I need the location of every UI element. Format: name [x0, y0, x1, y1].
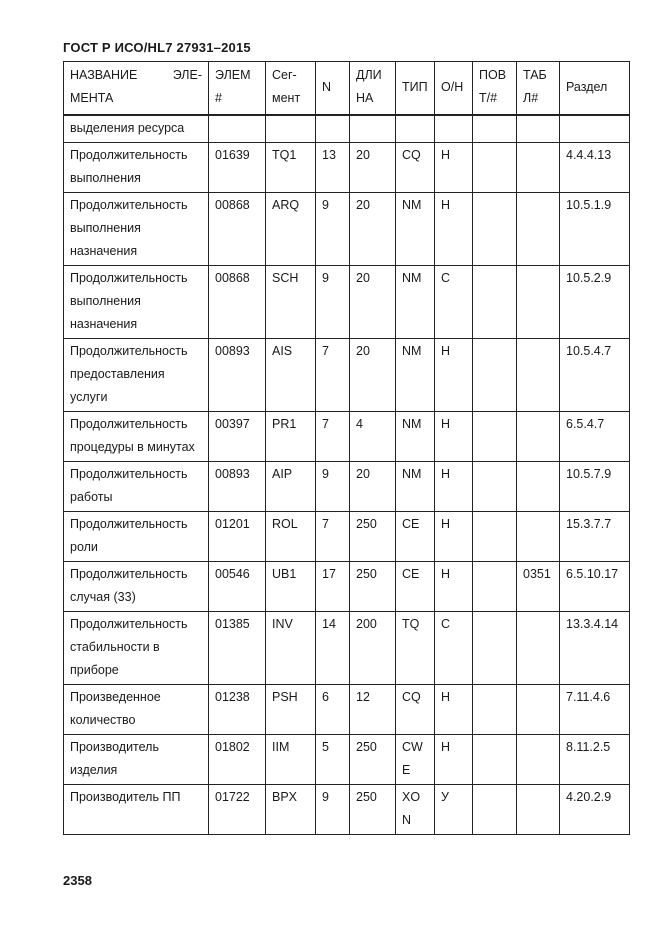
cell-optionality: Н	[435, 412, 473, 462]
cell-section: 7.11.4.6	[560, 685, 630, 735]
cell-segment: IIM	[266, 735, 316, 785]
cell-sequence: 7	[316, 512, 350, 562]
cell-element-name: Производитель ПП	[64, 785, 209, 835]
cell-segment: UB1	[266, 562, 316, 612]
cell-table-number	[517, 735, 560, 785]
cell-repeat	[473, 685, 517, 735]
cell-section: 10.5.7.9	[560, 462, 630, 512]
cell-length: 250	[350, 512, 396, 562]
col-header-segment-line2: мент	[272, 91, 301, 105]
cell-length: 20	[350, 143, 396, 193]
cell-optionality: У	[435, 785, 473, 835]
cell-optionality: Н	[435, 339, 473, 412]
cell-element-name: выделения ресурса	[64, 115, 209, 143]
cell-table-number	[517, 339, 560, 412]
cell-repeat	[473, 735, 517, 785]
table-row	[64, 339, 630, 412]
cell-element-name: Продолжительность роли	[64, 512, 209, 562]
cell-data-type: NM	[396, 193, 435, 266]
col-header-repeat-line1: ПОВ	[479, 68, 507, 82]
cell-element-number: 01238	[209, 685, 266, 735]
cell-repeat	[473, 612, 517, 685]
cell-data-type: NM	[396, 266, 435, 339]
cell-section: 10.5.2.9	[560, 266, 630, 339]
cell-data-type: CE	[396, 512, 435, 562]
cell-table-number	[517, 612, 560, 685]
cell-sequence: 5	[316, 735, 350, 785]
table-row	[64, 193, 630, 266]
col-header-section: Раздел	[560, 62, 630, 116]
cell-element-name: Продолжительность стабильности в приборе	[64, 612, 209, 685]
document-header: ГОСТ Р ИСО/HL7 27931–2015	[63, 40, 251, 55]
col-header-name-line3: МЕНТА	[70, 91, 114, 105]
cell-sequence: 14	[316, 612, 350, 685]
table-row	[64, 685, 630, 735]
cell-table-number	[517, 193, 560, 266]
table-body	[64, 115, 630, 835]
cell-table-number	[517, 685, 560, 735]
cell-element-name: Продолжительность выполнения	[64, 143, 209, 193]
col-header-segment	[266, 62, 316, 116]
cell-data-type: XON	[396, 785, 435, 835]
cell-element-number: 00868	[209, 193, 266, 266]
cell-length: 4	[350, 412, 396, 462]
cell-sequence: 6	[316, 685, 350, 735]
cell-element-name: Производитель изделия	[64, 735, 209, 785]
cell-optionality: С	[435, 612, 473, 685]
cell-length	[350, 115, 396, 143]
cell-repeat	[473, 266, 517, 339]
col-header-table	[517, 62, 560, 116]
col-header-repeat	[473, 62, 517, 116]
cell-section: 15.3.7.7	[560, 512, 630, 562]
table-header-row	[64, 62, 630, 116]
cell-optionality: Н	[435, 685, 473, 735]
cell-length: 20	[350, 339, 396, 412]
cell-segment: AIP	[266, 462, 316, 512]
cell-data-type: CQ	[396, 143, 435, 193]
cell-element-number: 01802	[209, 735, 266, 785]
col-header-length-line2: НА	[356, 91, 374, 105]
cell-element-number: 01639	[209, 143, 266, 193]
table-row	[64, 512, 630, 562]
cell-sequence: 7	[316, 412, 350, 462]
cell-sequence: 9	[316, 785, 350, 835]
cell-table-number	[517, 115, 560, 143]
cell-repeat	[473, 143, 517, 193]
cell-table-number	[517, 143, 560, 193]
cell-length: 250	[350, 735, 396, 785]
cell-data-type: CE	[396, 562, 435, 612]
col-header-elem-line1: ЭЛЕМ	[215, 68, 251, 82]
col-header-table-line2: Л#	[523, 91, 539, 105]
cell-repeat	[473, 785, 517, 835]
col-header-name	[64, 62, 209, 116]
cell-table-number	[517, 512, 560, 562]
cell-element-number	[209, 115, 266, 143]
col-header-opt: О/Н	[435, 62, 473, 116]
cell-optionality: Н	[435, 193, 473, 266]
cell-data-type: CQ	[396, 685, 435, 735]
cell-length: 20	[350, 266, 396, 339]
col-header-name-line2: ЭЛЕ-	[172, 68, 202, 82]
cell-element-number: 00893	[209, 339, 266, 412]
cell-segment: ROL	[266, 512, 316, 562]
cell-optionality: Н	[435, 735, 473, 785]
table-row	[64, 612, 630, 685]
cell-repeat	[473, 193, 517, 266]
cell-optionality: Н	[435, 562, 473, 612]
cell-table-number	[517, 412, 560, 462]
cell-sequence: 9	[316, 462, 350, 512]
table-row	[64, 412, 630, 462]
cell-length: 200	[350, 612, 396, 685]
col-header-length-line1: ДЛИ	[356, 68, 382, 82]
cell-length: 250	[350, 785, 396, 835]
table-row	[64, 562, 630, 612]
cell-segment: TQ1	[266, 143, 316, 193]
page-number: 2358	[63, 873, 92, 888]
cell-segment	[266, 115, 316, 143]
cell-element-number: 00397	[209, 412, 266, 462]
cell-element-number: 01722	[209, 785, 266, 835]
cell-section: 8.11.2.5	[560, 735, 630, 785]
col-header-table-line1: ТАБ	[523, 68, 547, 82]
cell-section: 10.5.4.7	[560, 339, 630, 412]
cell-data-type: TQ	[396, 612, 435, 685]
table-row	[64, 462, 630, 512]
cell-segment: AIS	[266, 339, 316, 412]
cell-section: 4.4.4.13	[560, 143, 630, 193]
table-row	[64, 143, 630, 193]
cell-optionality	[435, 115, 473, 143]
cell-element-name: Произведенное количество	[64, 685, 209, 735]
cell-repeat	[473, 562, 517, 612]
cell-repeat	[473, 115, 517, 143]
cell-segment: BPX	[266, 785, 316, 835]
cell-length: 12	[350, 685, 396, 735]
cell-section	[560, 115, 630, 143]
cell-table-number	[517, 266, 560, 339]
cell-sequence: 13	[316, 143, 350, 193]
cell-sequence: 9	[316, 266, 350, 339]
cell-optionality: С	[435, 266, 473, 339]
table-row	[64, 266, 630, 339]
cell-element-number: 00893	[209, 462, 266, 512]
cell-element-number: 01385	[209, 612, 266, 685]
cell-optionality: Н	[435, 143, 473, 193]
cell-repeat	[473, 412, 517, 462]
cell-data-type: NM	[396, 412, 435, 462]
cell-repeat	[473, 339, 517, 412]
col-header-type: ТИП	[396, 62, 435, 116]
col-header-n: N	[316, 62, 350, 116]
cell-element-name: Продолжительность предоставления услуги	[64, 339, 209, 412]
cell-section: 6.5.10.17	[560, 562, 630, 612]
cell-data-type: NM	[396, 339, 435, 412]
cell-segment: ARQ	[266, 193, 316, 266]
cell-data-type: NM	[396, 462, 435, 512]
col-header-length	[350, 62, 396, 116]
col-header-segment-line1: Сег-	[272, 68, 297, 82]
cell-data-type	[396, 115, 435, 143]
cell-table-number: 0351	[517, 562, 560, 612]
cell-optionality: Н	[435, 512, 473, 562]
cell-sequence	[316, 115, 350, 143]
table-row	[64, 115, 630, 143]
table-row	[64, 735, 630, 785]
col-header-elem	[209, 62, 266, 116]
cell-element-name: Продолжительность выполнения назначения	[64, 266, 209, 339]
cell-section: 4.20.2.9	[560, 785, 630, 835]
col-header-repeat-line2: Т/#	[479, 91, 498, 105]
table-row	[64, 785, 630, 835]
cell-length: 250	[350, 562, 396, 612]
elements-table	[63, 61, 630, 835]
col-header-elem-line2: #	[215, 91, 222, 105]
cell-element-name: Продолжительность процедуры в минутах	[64, 412, 209, 462]
cell-sequence: 9	[316, 193, 350, 266]
col-header-name-line1: НАЗВАНИЕ	[70, 68, 138, 82]
cell-element-number: 00868	[209, 266, 266, 339]
cell-table-number	[517, 462, 560, 512]
cell-segment: PSH	[266, 685, 316, 735]
cell-optionality: Н	[435, 462, 473, 512]
cell-segment: SCH	[266, 266, 316, 339]
cell-section: 6.5.4.7	[560, 412, 630, 462]
cell-element-name: Продолжительность случая (33)	[64, 562, 209, 612]
cell-segment: INV	[266, 612, 316, 685]
cell-section: 13.3.4.14	[560, 612, 630, 685]
cell-section: 10.5.1.9	[560, 193, 630, 266]
cell-segment: PR1	[266, 412, 316, 462]
cell-sequence: 7	[316, 339, 350, 412]
cell-repeat	[473, 512, 517, 562]
cell-sequence: 17	[316, 562, 350, 612]
cell-length: 20	[350, 193, 396, 266]
cell-element-number: 00546	[209, 562, 266, 612]
cell-element-name: Продолжительность работы	[64, 462, 209, 512]
cell-element-name: Продолжительность выполнения назначения	[64, 193, 209, 266]
cell-repeat	[473, 462, 517, 512]
cell-table-number	[517, 785, 560, 835]
cell-element-number: 01201	[209, 512, 266, 562]
cell-length: 20	[350, 462, 396, 512]
cell-data-type: CWE	[396, 735, 435, 785]
